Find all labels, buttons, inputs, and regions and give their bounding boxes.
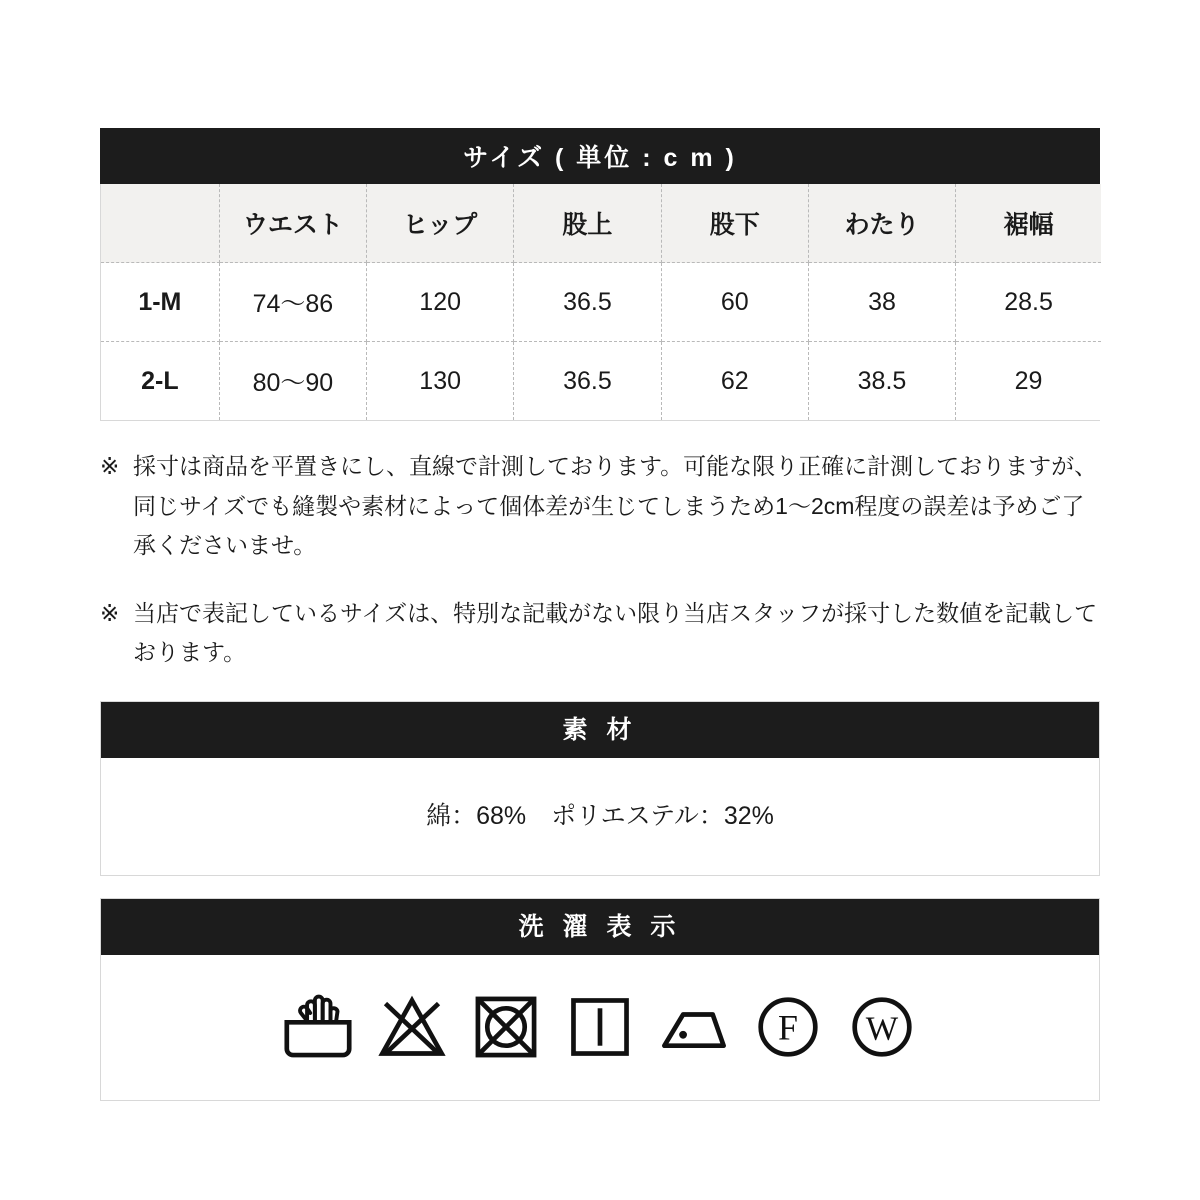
size-table-grid-wrapper — [100, 184, 1100, 421]
row-header-size-l: 2-L — [101, 342, 219, 421]
cell-m-rise: 36.5 — [514, 263, 661, 342]
iron-low-icon — [655, 988, 733, 1066]
note-text: 採寸は商品を平置きにし、直線で計測しております。可能な限り正確に計測しておりますが、同じサイズでも縫製や素材によって個体差が生じてしまうため1〜2cm程度の誤差は予めご了承くださいませ。 — [133, 453, 1098, 559]
table-row — [101, 263, 1101, 342]
material-header: 素 材 — [101, 702, 1099, 758]
note-mark: ※ — [100, 453, 120, 479]
note-text: 当店で表記しているサイズは、特別な記載がない限り当店スタッフが採寸した数値を記載しております。 — [133, 599, 1098, 666]
wet-clean-w-icon — [843, 988, 921, 1066]
cell-l-inseam: 62 — [661, 342, 808, 421]
cell-m-inseam: 60 — [661, 263, 808, 342]
notes-section — [100, 447, 1100, 673]
content-column — [100, 128, 1100, 1101]
size-table-grid — [101, 184, 1101, 420]
cell-m-hem: 28.5 — [956, 263, 1101, 342]
cell-l-rise: 36.5 — [514, 342, 661, 421]
size-table — [100, 128, 1100, 184]
material-section — [100, 701, 1100, 876]
hand-wash-icon — [279, 988, 357, 1066]
row-header-size-m: 1-M — [101, 263, 219, 342]
column-header-hip: ヒップ — [367, 184, 514, 263]
dry-clean-f-icon — [749, 988, 827, 1066]
cell-l-hem: 29 — [956, 342, 1101, 421]
size-table-title: サイズ ( 単位 : c m ) — [100, 128, 1100, 184]
care-section — [100, 898, 1100, 1101]
cell-l-hip: 130 — [367, 342, 514, 421]
table-header-row — [101, 184, 1101, 263]
note-staff-measured — [100, 594, 1100, 673]
column-header-waist: ウエスト — [219, 184, 366, 263]
cell-l-waist: 80〜90 — [219, 342, 366, 421]
no-tumble-dry-icon — [467, 988, 545, 1066]
table-row — [101, 342, 1101, 421]
size-table-title-bar — [100, 128, 1100, 184]
no-bleach-icon — [373, 988, 451, 1066]
column-header-inseam: 股下 — [661, 184, 808, 263]
cell-m-waist: 74〜86 — [219, 263, 366, 342]
cell-l-thigh: 38.5 — [808, 342, 955, 421]
column-header-rise: 股上 — [514, 184, 661, 263]
cell-m-hip: 120 — [367, 263, 514, 342]
care-header: 洗 濯 表 示 — [101, 899, 1099, 955]
size-table-block — [100, 128, 1100, 421]
care-icons-row — [101, 955, 1099, 1100]
drip-dry-vertical-icon — [561, 988, 639, 1066]
column-header-hem: 裾幅 — [956, 184, 1101, 263]
note-measurement — [100, 447, 1100, 566]
cell-m-thigh: 38 — [808, 263, 955, 342]
svg-text:F: F — [778, 1007, 798, 1048]
svg-text:W: W — [865, 1009, 899, 1048]
column-header-thigh: わたり — [808, 184, 955, 263]
table-corner-cell — [101, 184, 219, 263]
material-body: 綿：68% ポリエステル：32% — [101, 758, 1099, 875]
note-mark: ※ — [100, 599, 120, 626]
